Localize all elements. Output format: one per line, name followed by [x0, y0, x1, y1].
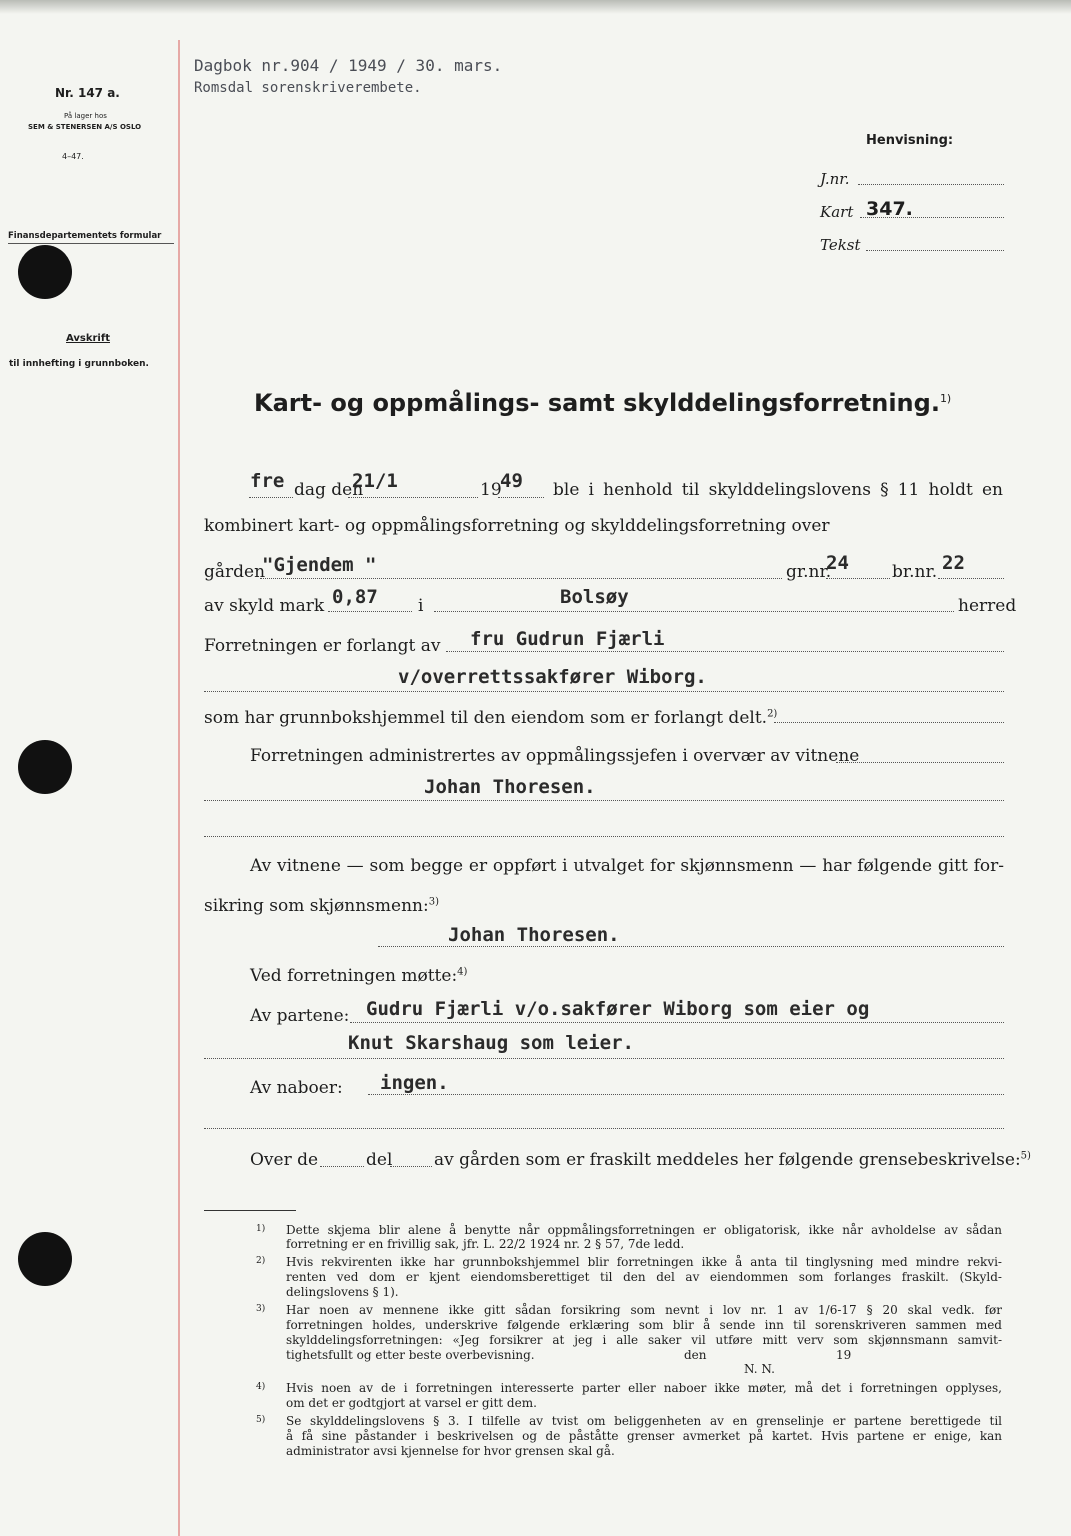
punch-hole-top: [18, 245, 72, 299]
brnr-label: br.nr.: [892, 562, 938, 582]
footnote-1-line-1: Dette skjema blir alene å benytte når oppmålingsforretningen er obligatorisk, ikke når avholdelse av sådan: [286, 1223, 1002, 1237]
document-title: Kart- og oppmålings- samt skylddelingsforretning.$^{1)}$: [254, 389, 952, 417]
herred-label: herred: [958, 596, 1017, 616]
footnote-1-line-2: forretning er en frivillig sak, jfr. L. 22/2 1924 nr. 2 § 57, 7de ledd.: [286, 1237, 685, 1251]
skyld-line: [328, 611, 412, 612]
garden-label: gården: [204, 562, 266, 582]
parties-line-2: [204, 1058, 1004, 1059]
boundary-line: av gården som er fraskilt meddeles her følgende grensebeskrivelse:$^{5)}$: [434, 1150, 1031, 1170]
printer-date: 4–47.: [62, 152, 84, 161]
neighbours-line-2: [204, 1128, 1004, 1129]
footnote-2-line-3: delingslovens § 1).: [286, 1285, 399, 1299]
grnr-line: [826, 578, 890, 579]
footnote-2-line-1: Hvis rekvirenten ikke har grunnbokshjemmel blir forretningen ikke å anta til tinglysning med mindre rekvi-: [286, 1255, 1002, 1269]
footnote-5-mark: 5): [256, 1415, 266, 1425]
witness-text-1: Av vitnene — som begge er oppført i utvalget for skjønnsmenn — har følgende gitt for-: [250, 856, 1004, 876]
signature-year: 19: [836, 1348, 852, 1362]
printer-line1: På lager hos: [64, 112, 107, 120]
assurance-name: Johan Thoresen.: [448, 924, 620, 946]
witness-name: Johan Thoresen.: [424, 776, 596, 798]
over-de-line: [320, 1166, 364, 1167]
witness-line-b: [204, 836, 1004, 837]
del-label: del: [366, 1150, 393, 1170]
kart-label: Kart: [820, 203, 854, 221]
signature-den: den: [684, 1348, 707, 1362]
year-prefix: 19: [480, 480, 502, 500]
garden-line: [260, 578, 782, 579]
requested-line-2: [204, 691, 1004, 692]
requested-label: Forretningen er forlangt av: [204, 636, 441, 656]
margin-rule: [178, 40, 180, 1536]
jnr-line: [858, 184, 1004, 185]
tekst-label: Tekst: [820, 236, 861, 254]
kart-value: 347.: [866, 198, 913, 220]
parties-2: Knut Skarshaug som leier.: [348, 1032, 634, 1054]
garden-name: "Gjendem ": [262, 554, 377, 576]
ministry-form-label: Finansdepartementets formular: [8, 231, 162, 241]
footnote-2-line-2: renten ved dom er kjent eiendomsberettiget til den del av eiendommen som forlanges fraskilt. (Skyld-: [286, 1270, 1002, 1284]
witness-line-a: [204, 800, 1004, 801]
brnr-line: [938, 578, 1004, 579]
footnote-4-line-2: om det er godtgjort at varsel er gitt dem.: [286, 1396, 537, 1410]
dag-label: dag den: [294, 480, 364, 500]
footnote-5-line-1: Se skylddelingslovens § 3. I tilfelle av tvist om beliggenheten av en grenselinje er partene berettigede til: [286, 1414, 1002, 1428]
assurance-line: [378, 946, 1004, 947]
year-suffix: 49: [500, 470, 523, 492]
i-label: i: [418, 596, 424, 616]
footnote-4-mark: 4): [256, 1382, 266, 1392]
parties-1: Gudru Fjærli v/o.sakfører Wiborg som eier og: [366, 998, 870, 1020]
footnote-1-mark: 1): [256, 1224, 266, 1234]
court-stamp: Romsdal sorenskriverembete.: [194, 80, 422, 96]
date-line: [348, 497, 478, 498]
footnote-3-line-3: skylddelingsforretningen: «Jeg forsikrer at jeg i alle saker vil utføre mitt verv som skjønnsmann samvit-: [286, 1333, 1002, 1347]
intro-line2: kombinert kart- og oppmålingsforretning og skylddelingsforretning over: [204, 516, 830, 536]
grunnbok-line: som har grunnbokshjemmel til den eiendom som er forlangt delt.$^{2)}$: [204, 708, 778, 728]
parties-label: Av partene:: [250, 1006, 350, 1026]
punch-hole-bottom: [18, 1232, 72, 1286]
footnote-5-line-3: administrator avsi kjennelse for hvor grensen skal gå.: [286, 1444, 615, 1458]
administered-dots: [836, 762, 1004, 763]
witness-text-2: sikring som skjønnsmenn:$^{3)}$: [204, 896, 439, 916]
brnr-value: 22: [942, 552, 965, 574]
scan-edge-shadow: [0, 0, 1071, 14]
neighbours-line: [368, 1094, 1004, 1095]
signature-initials: N. N.: [744, 1362, 775, 1376]
footnote-separator: [204, 1210, 296, 1211]
grunnbok-dots: [774, 722, 1004, 723]
administered-line: Forretningen administrertes av oppmålingssjefen i overvær av vitnene: [250, 746, 860, 766]
weekday-line: [249, 497, 293, 498]
copy-label: Avskrift: [66, 333, 110, 344]
footnote-3-line-4: tighetsfullt og etter beste overbevisning.: [286, 1348, 535, 1362]
grnr-label: gr.nr.: [786, 562, 832, 582]
grnr-value: 24: [826, 552, 849, 574]
copy-purpose: til innhefting i grunnboken.: [9, 359, 149, 369]
footnote-3-mark: 3): [256, 1304, 266, 1314]
skyld-value: 0,87: [332, 586, 378, 608]
tekst-line: [866, 250, 1004, 251]
year-line: [498, 497, 544, 498]
skyld-label: av skyld mark: [204, 596, 325, 616]
footnote-5-line-2: å få sine påstander i beskrivelsen og de påståtte grenser avmerket på kartet. Hvis partene er enige, kan: [286, 1429, 1002, 1443]
punch-hole-middle: [18, 740, 72, 794]
neighbours-value: ingen.: [380, 1072, 449, 1094]
reference-title: Henvisning:: [866, 133, 954, 148]
form-number: Nr. 147 a.: [55, 86, 120, 100]
herred-name: Bolsøy: [560, 586, 629, 608]
requested-by-2: v/overrettssakfører Wiborg.: [398, 666, 707, 688]
ministry-form-rule: [8, 243, 174, 244]
over-de-label: Over de: [250, 1150, 319, 1170]
parties-line-1: [350, 1022, 1004, 1023]
date-value: 21/1: [352, 470, 398, 492]
footnote-4-line-1: Hvis noen av de i forretningen interesserte parter eller naboer ikke møter, må det i forretningen opplyses,: [286, 1381, 1002, 1395]
weekday-prefix: fre: [250, 470, 285, 492]
diary-stamp: Dagbok nr.904 / 1949 / 30. mars.: [194, 56, 503, 75]
printer-name: SEM & STENERSEN A/S OSLO: [28, 123, 142, 131]
neighbours-label: Av naboer:: [250, 1078, 343, 1098]
herred-line: [434, 611, 954, 612]
requested-by-1: fru Gudrun Fjærli: [470, 628, 665, 650]
footnote-3-line-1: Har noen av mennene ikke gitt sådan forsikring som nevnt i lov nr. 1 av 1/6-17 § 20 skal vedk. før: [286, 1303, 1002, 1317]
footnote-2-mark: 2): [256, 1256, 266, 1266]
footnote-3-line-2: forretningen holdes, underskrive følgende erklæring som blir å sende inn til sorenskriveren sammen med: [286, 1318, 1002, 1332]
attended-label: Ved forretningen møtte:$^{4)}$: [250, 966, 468, 986]
jnr-label: J.nr.: [820, 170, 850, 188]
intro-rest: ble i henhold til skylddelingslovens § 11 holdt en: [553, 480, 1003, 500]
requested-line-1: [446, 651, 1004, 652]
del-line: [390, 1166, 432, 1167]
